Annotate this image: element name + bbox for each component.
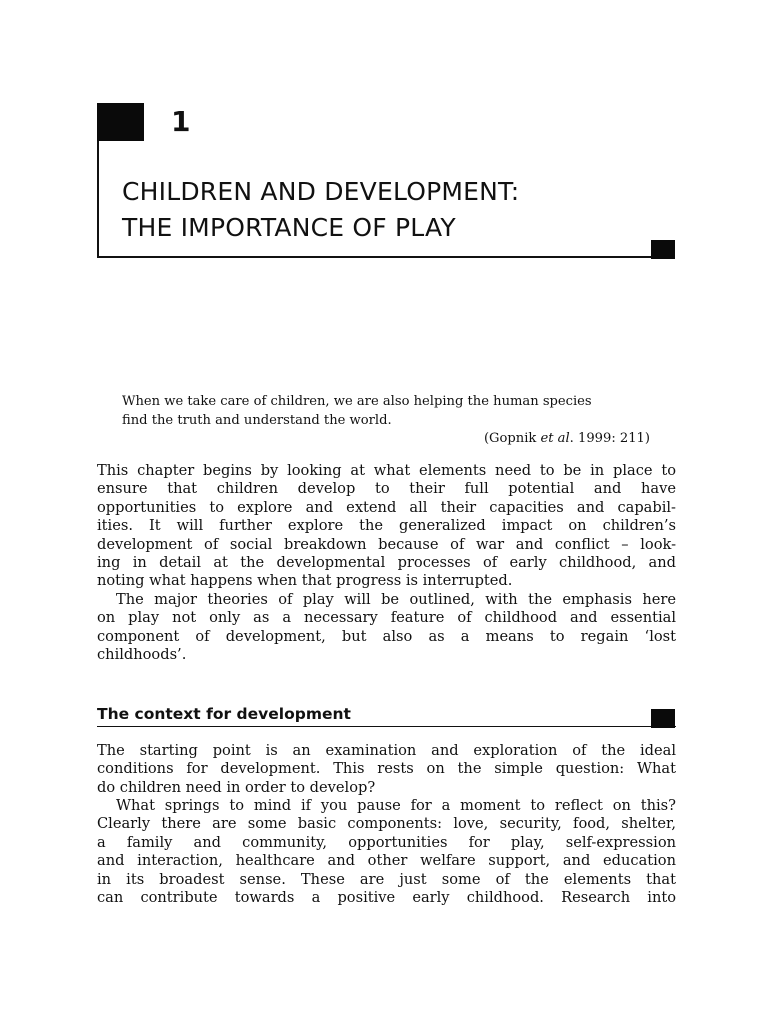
text-line: a family and community, opportunities for play, self-expression [97, 833, 676, 851]
text-line: development of social breakdown because of war and conflict – look- [97, 535, 676, 553]
text-line: ities. It will further explore the generalized impact on children’s [97, 517, 676, 535]
text-line: What springs to mind if you pause for a moment to reflect on this? [116, 797, 676, 814]
epigraph-citation [122, 430, 652, 449]
section-paragraph [97, 797, 676, 907]
intro-paragraph [97, 462, 676, 591]
text-line: ing in detail at the developmental processes of early childhood, and [97, 554, 676, 572]
citation-author: (Gopnik [483, 431, 541, 446]
epigraph-line: When we take care of children, we are also helping the human species [122, 394, 592, 409]
text-line: component of development, but also as a means to regain ‘lost [97, 627, 676, 645]
chapter-title-line: CHILDREN AND DEVELOPMENT: [122, 177, 520, 206]
epigraph [122, 393, 652, 449]
text-line: childhoods’. [97, 646, 187, 664]
text-line: can contribute towards a positive early childhood. Research into [97, 889, 676, 907]
text-line: ensure that children develop to their full potential and have [97, 480, 676, 498]
section-heading: The context for development [97, 705, 351, 723]
text-line: noting what happens when that progress is interrupted. [97, 572, 513, 590]
text-line: opportunities to explore and extend all their capacities and capabil- [97, 498, 676, 516]
section-marker-block [651, 709, 675, 728]
citation-et-al: et al [540, 431, 570, 446]
chapter-number: 1 [171, 105, 191, 138]
citation-year: . 1999: 211) [569, 431, 650, 446]
text-line: on play not only as a necessary feature of childhood and essential [97, 609, 676, 627]
text-line: This chapter begins by looking at what elements need to be in place to [97, 462, 676, 479]
section-heading-rule [97, 703, 676, 727]
text-line: in its broadest sense. These are just some of the elements that [97, 870, 676, 888]
section-paragraph [97, 742, 676, 797]
text-line: and interaction, healthcare and other welfare support, and education [97, 852, 676, 870]
epigraph-line: find the truth and understand the world. [122, 412, 392, 428]
text-line: The major theories of play will be outlined, with the emphasis here [116, 591, 676, 608]
chapter-title-line: THE IMPORTANCE OF PLAY [122, 213, 456, 242]
chapter-marker-block [97, 103, 144, 141]
text-line: Clearly there are some basic components: love, security, food, shelter, [97, 815, 676, 833]
text-line: conditions for development. This rests on the simple question: What [97, 760, 676, 778]
text-line: do children need in order to develop? [97, 778, 376, 796]
chapter-title [122, 174, 662, 246]
text-line: The starting point is an examination and exploration of the ideal [97, 742, 676, 759]
intro-paragraph [97, 591, 676, 665]
